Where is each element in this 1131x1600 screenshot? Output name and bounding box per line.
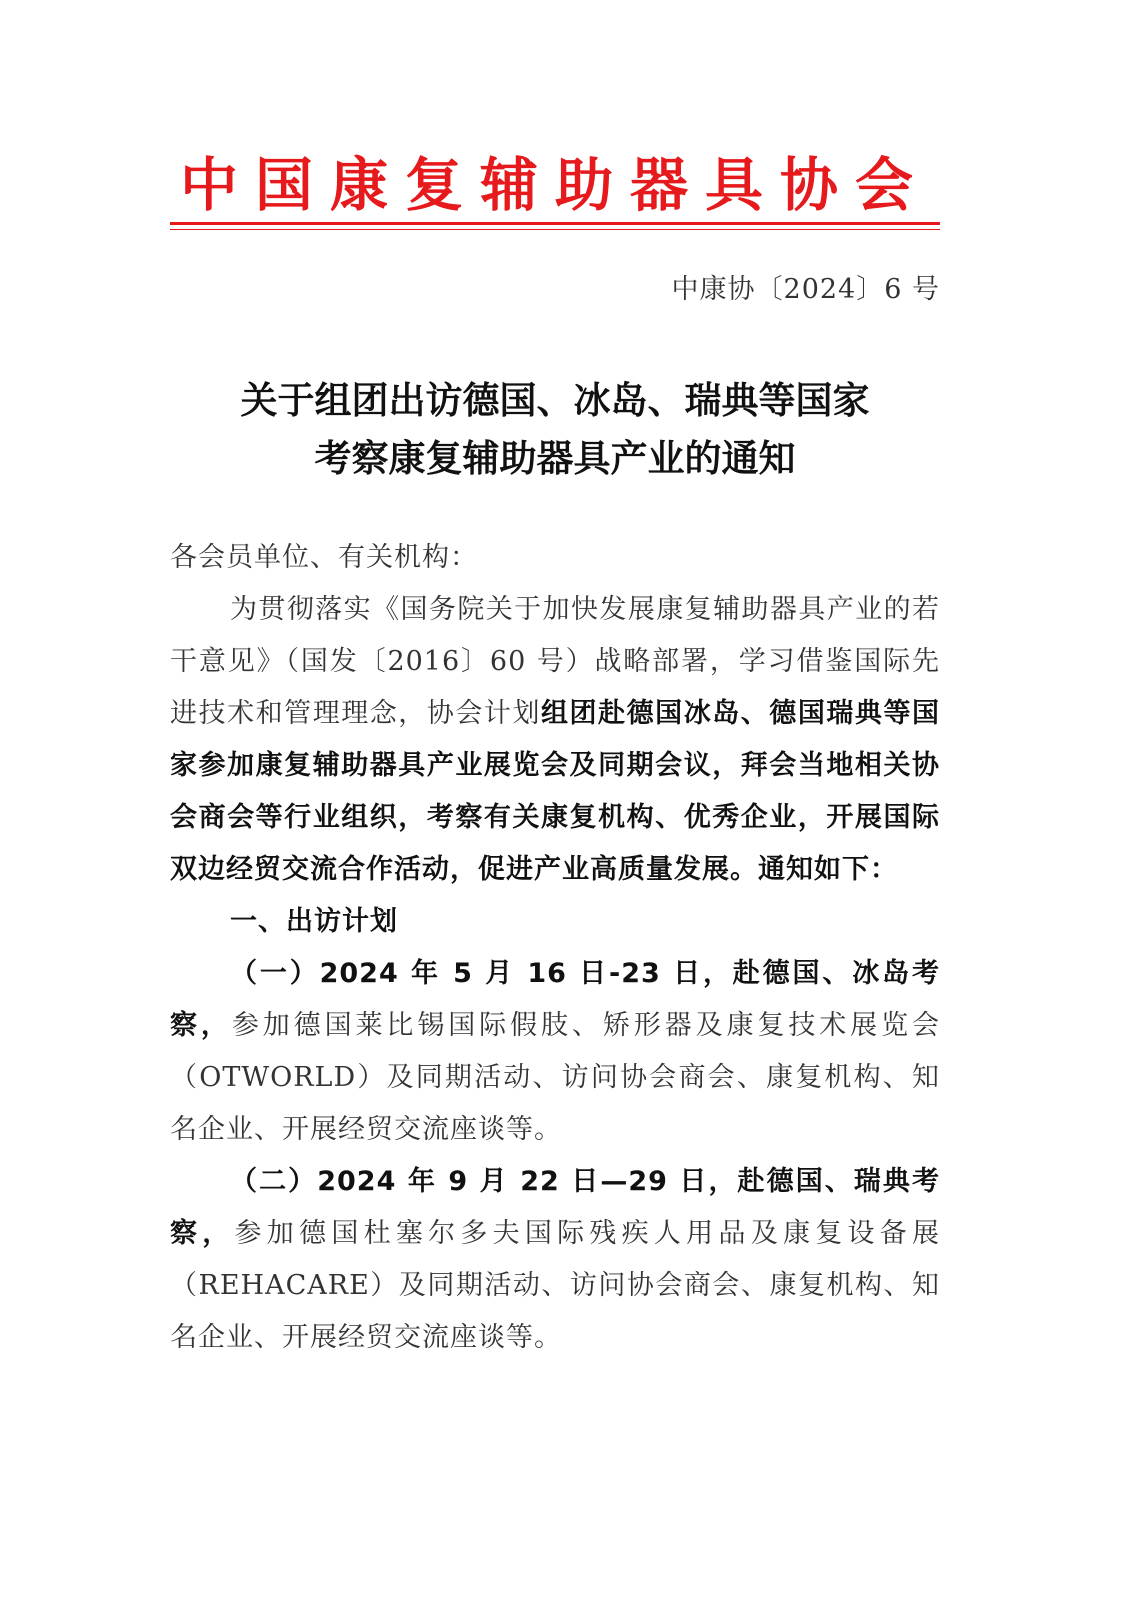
visit-plan-item-2 <box>170 1156 940 1364</box>
visit-plan-item-2-heading: （二）2024 年 9 月 22 日—29 日，赴德国、瑞典考察， <box>170 1166 940 1249</box>
letterhead-red-rule <box>170 222 940 225</box>
visit-plan-item-1-heading: （一）2024 年 5 月 16 日-23 日，赴德国、冰岛考察， <box>170 958 940 1041</box>
letterhead-red-rule-thin <box>170 229 940 230</box>
visit-plan-item-1-text: 参加德国莱比锡国际假肢、矫形器及康复技术展览会（OTWORLD）及同期活动、访问协会商会、康复机构、知名企业、开展经贸交流座谈等。 <box>170 1010 941 1145</box>
intro-bold-text: 组团赴德国冰岛、德国瑞典等国家参加康复辅助器具产业展览会及同期会议，拜会当地相关协会商会等行业组织，考察有关康复机构、优秀企业，开展国际双边经贸交流合作活动，促进产业高质量发展。 <box>170 698 940 885</box>
document-body <box>170 532 940 1364</box>
intro-plain-text: 为贯彻落实《国务院关于加快发展康复辅助器具产业的若干意见》（国发〔2016〕60 号）战略部署，学习借鉴国际先进技术和管理理念，协会计划 <box>170 594 940 729</box>
document-title <box>170 372 940 488</box>
document-number: 中康协〔2024〕6 号 <box>671 274 940 305</box>
title-line-1: 关于组团出访德国、冰岛、瑞典等国家 <box>240 379 870 422</box>
intro-tail-text: 通知如下： <box>758 854 898 885</box>
visit-plan-item-2-text: 参加德国杜塞尔多夫国际残疾人用品及康复设备展（REHACARE）及同期活动、访问协会商会、康复机构、知名企业、开展经贸交流座谈等。 <box>170 1218 941 1353</box>
section-heading-visit-plan: 一、出访计划 <box>230 906 398 937</box>
title-line-2: 考察康复辅助器具产业的通知 <box>314 437 796 480</box>
salutation: 各会员单位、有关机构： <box>170 542 478 573</box>
visit-plan-item-1 <box>170 948 940 1156</box>
letterhead-org-name: 中国康复辅助器具协会 <box>179 151 930 219</box>
intro-paragraph <box>170 584 940 896</box>
